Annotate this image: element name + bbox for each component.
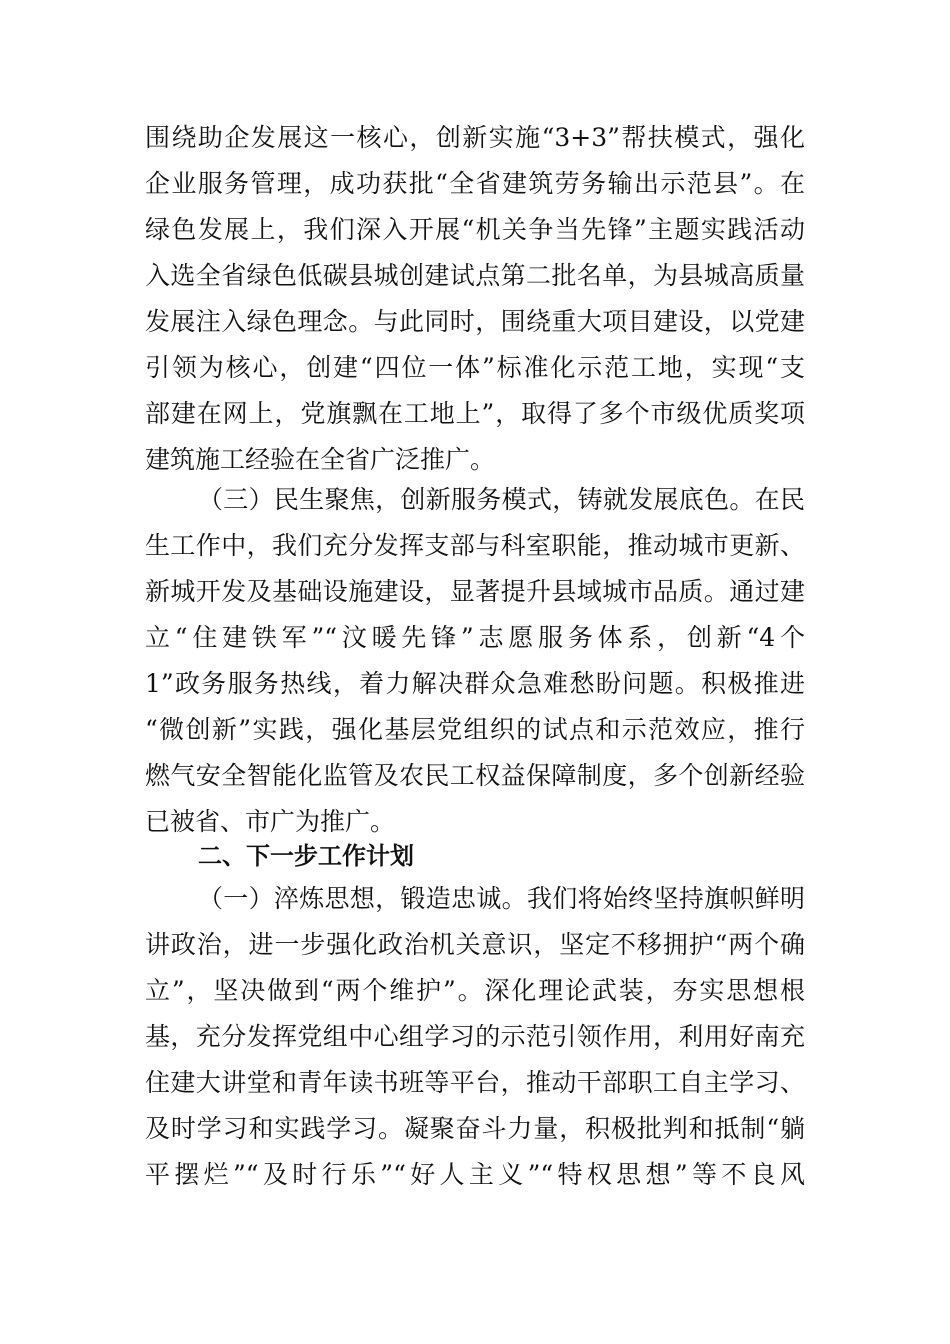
paragraph-line: 发展注入绿色理念。与此同时，围绕重大项目建设，以党建 <box>145 307 805 336</box>
paragraph-line: 新城开发及基础设施建设，显著提升县域城市品质。通过建 <box>145 577 805 606</box>
paragraph-line: 燃气安全智能化监管及农民工权益保障制度，多个创新经验 <box>145 761 805 790</box>
paragraph-line: 及时学习和实践学习。凝聚奋斗力量，积极批判和抵制“躺 <box>145 1114 805 1143</box>
paragraph-line: “微创新”实践，强化基层党组织的试点和示范效应，推行 <box>145 715 805 744</box>
paragraph-line: 基，充分发挥党组中心组学习的示范引领作用，利用好南充 <box>145 1022 805 1051</box>
paragraph-line: 讲政治，进一步强化政治机关意识，坚定不移拥护“两个确 <box>145 930 805 959</box>
paragraph-line-plan-one: （一）淬炼思想，锻造忠诚。我们将始终坚持旗帜鲜明 <box>198 884 805 913</box>
paragraph-line: 1”政务服务热线，着力解决群众急难愁盼问题。积极推进 <box>145 669 805 698</box>
paragraph-line: 建筑施工经验在全省广泛推广。 <box>145 445 496 474</box>
paragraph-line: 平摆烂”“及时行乐”“好人主义”“特权思想”等不良风 <box>145 1160 805 1189</box>
section-heading: 二、下一步工作计划 <box>198 842 414 870</box>
paragraph-line: 入选全省绿色低碳县城创建试点第二批名单，为县城高质量 <box>145 261 805 290</box>
paragraph-line: 企业服务管理，成功获批“全省建筑劳务输出示范县”。在 <box>145 169 805 198</box>
paragraph-line: 立”，坚决做到“两个维护”。深化理论武装，夯实思想根 <box>145 976 805 1005</box>
paragraph-line: 住建大讲堂和青年读书班等平台，推动干部职工自主学习、 <box>145 1068 805 1097</box>
paragraph-line: 引领为核心，创建“四位一体”标准化示范工地，实现“支 <box>145 353 805 382</box>
paragraph-line-section-three: （三）民生聚焦，创新服务模式，铸就发展底色。在民 <box>198 485 805 514</box>
paragraph-line: 绿色发展上，我们深入开展“机关争当先锋”主题实践活动 <box>145 215 805 244</box>
paragraph-line: 部建在网上，党旗飘在工地上”，取得了多个市级优质奖项 <box>145 399 805 428</box>
paragraph-line: 立“住建铁军”“汶暖先锋”志愿服务体系，创新“4个 <box>145 623 805 652</box>
paragraph-line: 生工作中，我们充分发挥支部与科室职能，推动城市更新、 <box>145 531 805 560</box>
paragraph-line: 围绕助企发展这一核心，创新实施“3+3”帮扶模式，强化 <box>145 123 805 152</box>
paragraph-line: 已被省、市广为推广。 <box>145 807 396 836</box>
